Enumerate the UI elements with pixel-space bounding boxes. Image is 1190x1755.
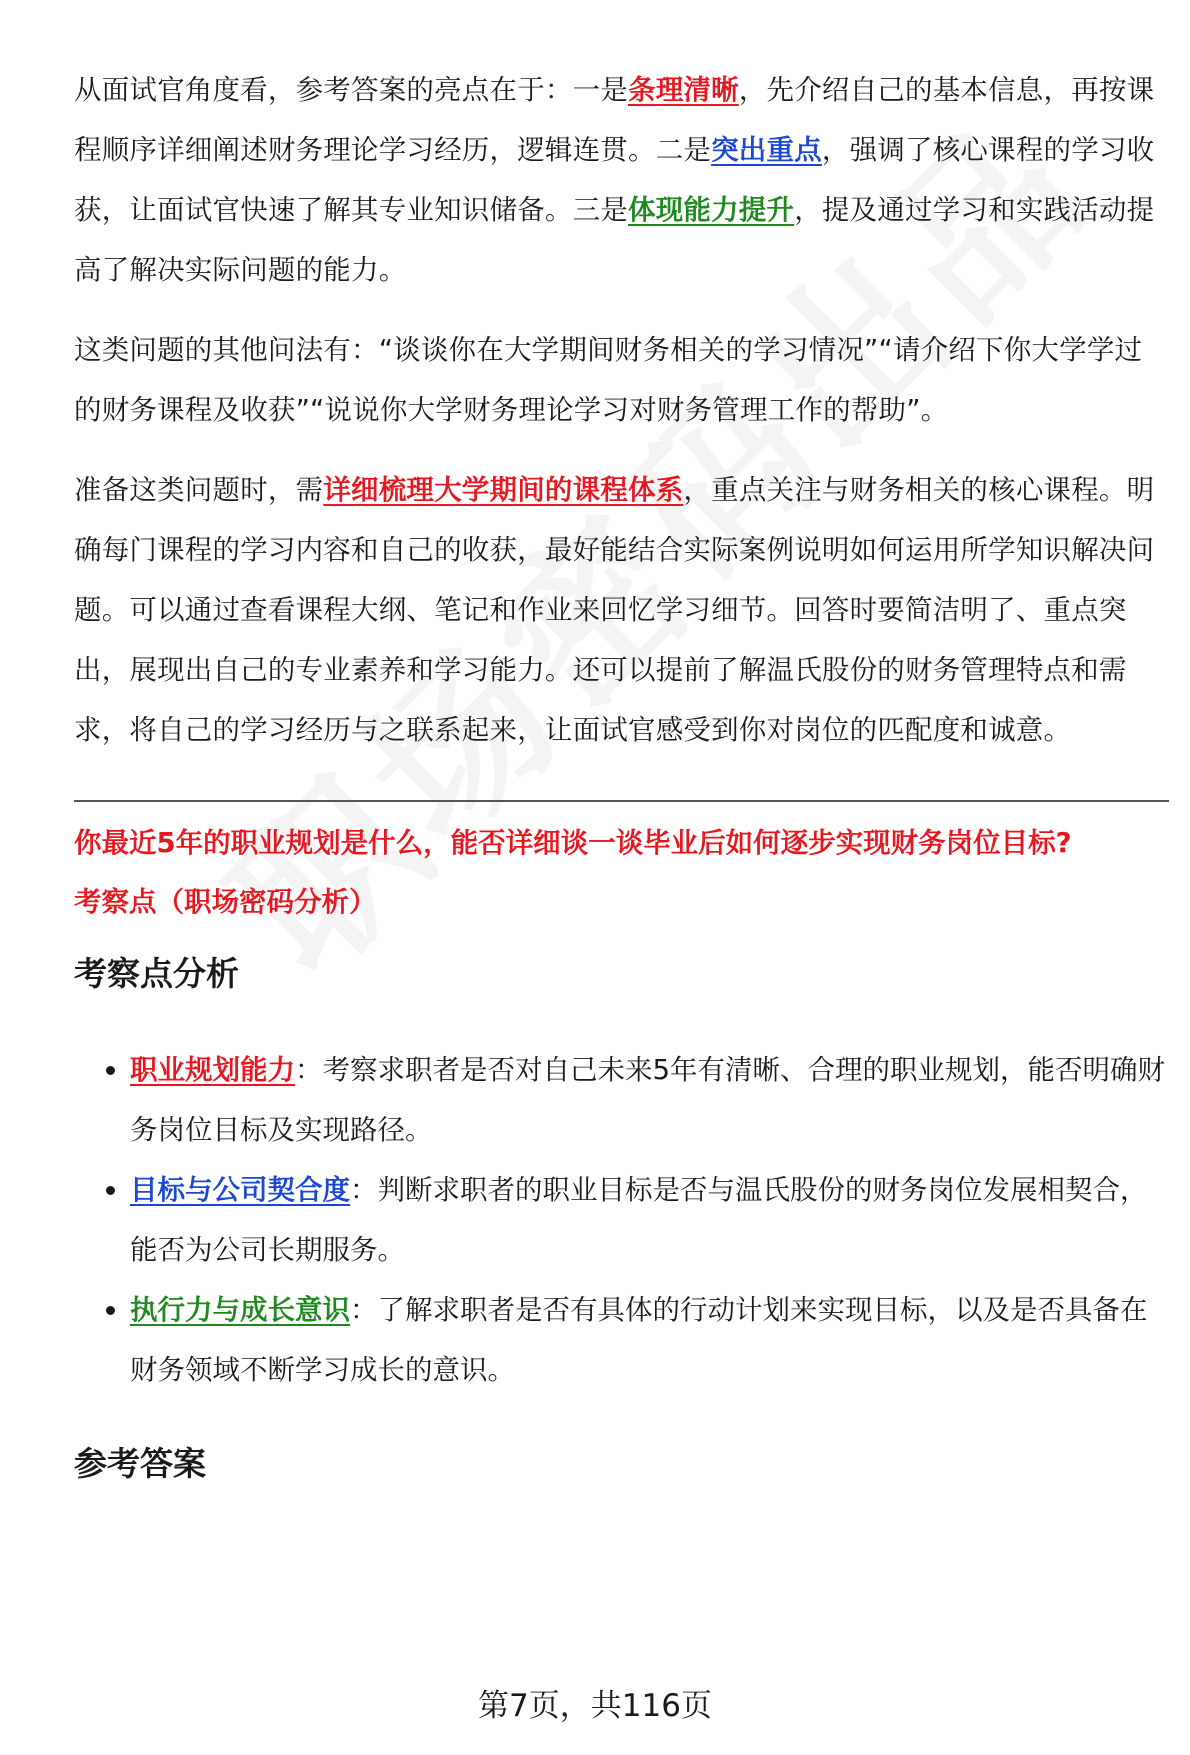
text-run: ，先介绍自己的基本信息，再按课程顺序详细阐述财务理论学习经历，逻辑连贯。二是 — [74, 74, 1155, 166]
bullet-icon — [106, 1066, 115, 1075]
text-run: ，提及通过学习和实践活动提高了解决实际问题的能力。 — [74, 194, 1155, 286]
list-item-text: ：判断求职者的职业目标是否与温氏股份的财务岗位发展相契合，能否为公司长期服务。 — [130, 1174, 1148, 1266]
text-run: 准备这类问题时，需 — [74, 474, 324, 506]
highlight-focus: 突出重点 — [711, 134, 822, 166]
alternate-questions-paragraph: 这类问题的其他问法有：“谈谈你在大学期间财务相关的学习情况”“请介绍下你大学学过的财务课程及收获”“说说你大学财务理论学习对财务管理工作的帮助”。 — [74, 334, 1143, 426]
bullet-icon — [106, 1186, 115, 1195]
text-run: ，强调了核心课程的学习收获，让面试官快速了解其专业知识储备。三是 — [74, 134, 1155, 226]
page-number: 第7页，共116页 — [478, 1688, 712, 1724]
section-divider — [74, 800, 1169, 802]
list-item-text: ：考察求职者是否对自己未来5年有清晰、合理的职业规划，能否明确财务岗位目标及实现路径。 — [130, 1054, 1165, 1146]
list-item-key: 目标与公司契合度 — [130, 1174, 350, 1206]
highlight-course-system: 详细梳理大学期间的课程体系 — [323, 474, 684, 506]
list-item-text: ：了解求职者是否有具体的行动计划来实现目标，以及是否具备在财务领域不断学习成长的意识。 — [130, 1294, 1148, 1386]
list-item — [74, 1280, 1169, 1400]
bullet-icon — [106, 1306, 115, 1315]
assessment-point-label: 考察点（职场密码分析） — [74, 886, 377, 918]
answer-heading: 参考答案 — [74, 1444, 206, 1483]
preparation-paragraph — [74, 460, 1169, 760]
interview-question: 你最近5年的职业规划是什么，能否详细谈一谈毕业后如何逐步实现财务岗位目标? — [74, 827, 1072, 859]
list-item-key: 职业规划能力 — [130, 1054, 295, 1086]
list-item — [74, 1160, 1169, 1280]
analysis-list — [74, 1040, 1169, 1400]
list-item — [74, 1040, 1169, 1160]
highlight-ability: 体现能力提升 — [628, 194, 795, 226]
highlights-paragraph — [74, 60, 1169, 300]
analysis-heading: 考察点分析 — [74, 954, 239, 993]
highlight-clear-structure: 条理清晰 — [628, 74, 739, 106]
text-run: ，重点关注与财务相关的核心课程。明确每门课程的学习内容和自己的收获，最好能结合实际案例说明如何运用所学知识解决问题。可以通过查看课程大纲、笔记和作业来回忆学习细节。回答时要简洁明了、重点突出，展现出自己的专业素养和学习能力。还可以提前了解温氏股份的财务管理特点和需求，将自己的学习经历与之联系起来，让面试官感受到你对岗位的匹配度和诚意。 — [74, 474, 1155, 746]
text-run: 从面试官角度看，参考答案的亮点在于：一是 — [74, 74, 628, 106]
document-body — [74, 60, 1169, 1530]
list-item-key: 执行力与成长意识 — [130, 1294, 350, 1326]
